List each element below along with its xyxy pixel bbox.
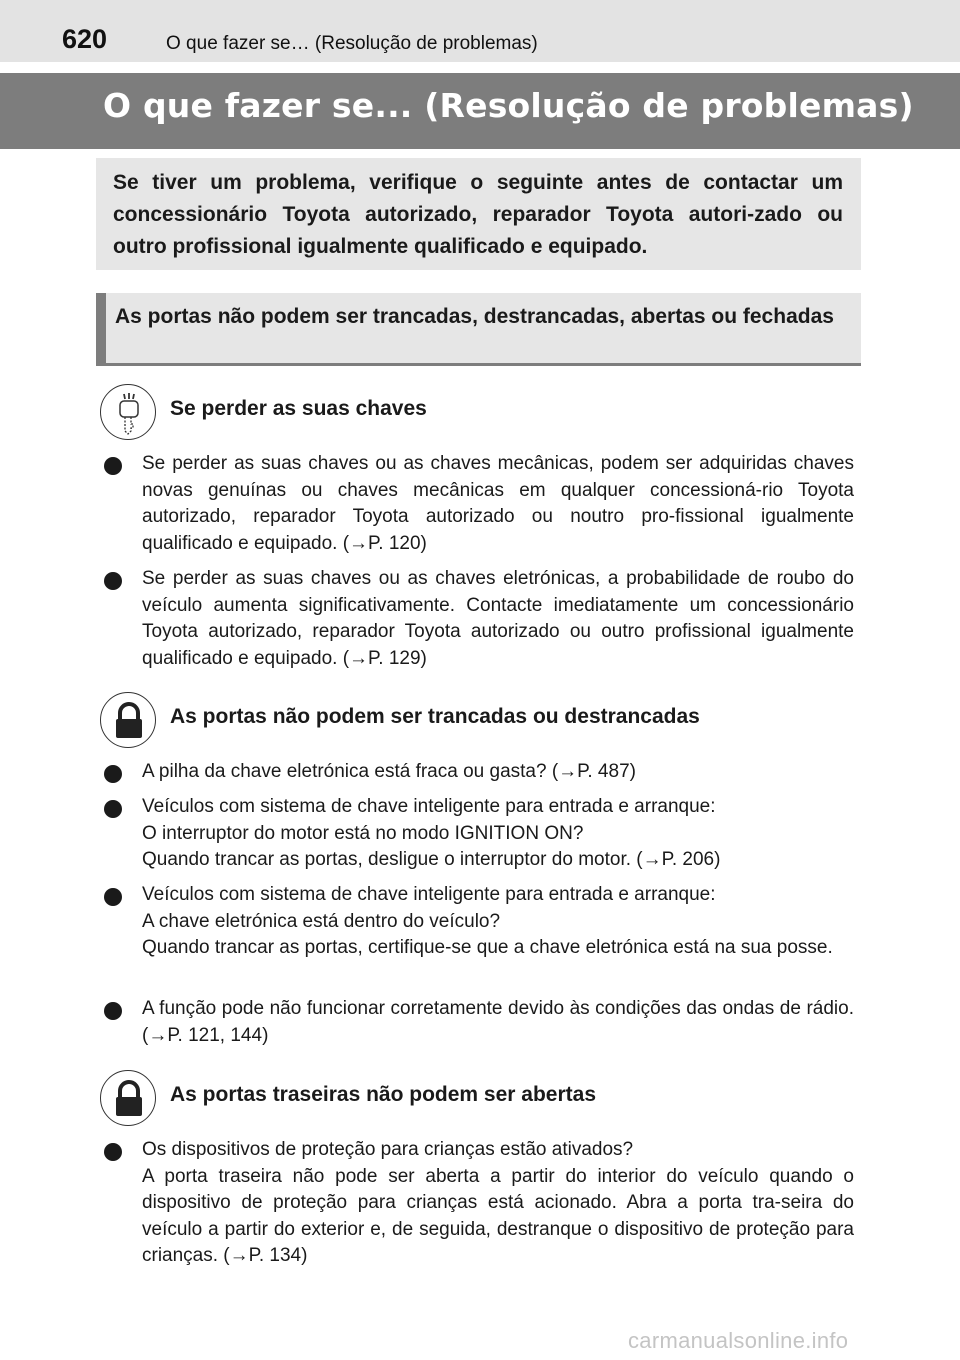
subsection-heading-lost-keys: Se perder as suas chaves <box>170 397 427 420</box>
lock-icon <box>100 1070 156 1126</box>
key-icon <box>100 384 156 440</box>
bullet-text: Quando trancar as portas, certifique-se que a chave eletrónica está na sua posse. <box>142 937 833 958</box>
running-title: O que fazer se… (Resolução de problemas) <box>166 33 538 54</box>
bullet-icon <box>104 457 122 475</box>
bullet-text: A função pode não funcionar corretamente devido às condições das ondas de rádio. (→P. 121, 144) <box>142 998 854 1046</box>
page-title: O que fazer se... (Resolução de problemas) <box>103 86 914 125</box>
bullet-icon <box>104 1002 122 1020</box>
watermark: carmanualsonline.info <box>628 1328 849 1353</box>
lock-icon <box>100 692 156 748</box>
bullet-text: Os dispositivos de proteção para crianças estão ativados? <box>142 1139 634 1160</box>
bullet-icon <box>104 1143 122 1161</box>
bullet-text: O interruptor do motor está no modo IGNITION ON? <box>142 822 584 844</box>
bullet-text: Quando trancar as portas, desligue o interruptor do motor. (→P. 206) <box>142 849 721 870</box>
bullet-text: Veículos com sistema de chave inteligente para entrada e arranque: <box>142 796 716 817</box>
bullet-icon <box>104 765 122 783</box>
subsection-heading-rear-doors: As portas traseiras não podem ser abertas <box>170 1083 597 1106</box>
bullet-icon <box>104 800 122 818</box>
bullet-icon <box>104 572 122 590</box>
subsection-heading-lock-unlock: As portas não podem ser trancadas ou destrancadas <box>170 705 700 728</box>
bullet-text: A chave eletrónica está dentro do veículo? <box>142 910 501 932</box>
bullet-text: Se perder as suas chaves ou as chaves eletrónicas, a probabilidade de roubo do veículo aumenta significativamente. Contacte imediatamente um concessionário Toyota autorizado, reparador Toyota autorizado ou outro profissional igualmente qualificado e equipado. (→P. 129) <box>142 568 854 669</box>
bullet-text: Se perder as suas chaves ou as chaves mecânicas, podem ser adquiridas chaves novas genuínas ou chaves mecânicas em qualquer concessioná-rio Toyota autorizado, reparador Toyota autorizado ou noutro pro-fissional igualmente qualificado e equipado. (→P. 120) <box>142 453 854 554</box>
bullet-icon <box>104 888 122 906</box>
bullet-text: A pilha da chave eletrónica está fraca ou gasta? (→P. 487) <box>142 761 636 782</box>
bullet-text: A porta traseira não pode ser aberta a partir do interior do veículo quando o dispositivo de proteção para crianças está acionado. Abra a porta tra-seira do veículo a partir do exterior e, de seguida, destranque o dispositivo de proteção para crianças. (→P. 134) <box>142 1165 854 1266</box>
intro-box: Se tiver um problema, verifique o seguinte antes de contactar um concessionário Toyota autorizado, reparador Toyota autori-zado ou outro profissional igualmente qualificado e equipado. <box>96 158 861 270</box>
section-heading: As portas não podem ser trancadas, destrancadas, abertas ou fechadas <box>96 293 861 366</box>
bullet-text: Veículos com sistema de chave inteligente para entrada e arranque: <box>142 884 716 905</box>
page-number: 620 <box>62 24 108 54</box>
